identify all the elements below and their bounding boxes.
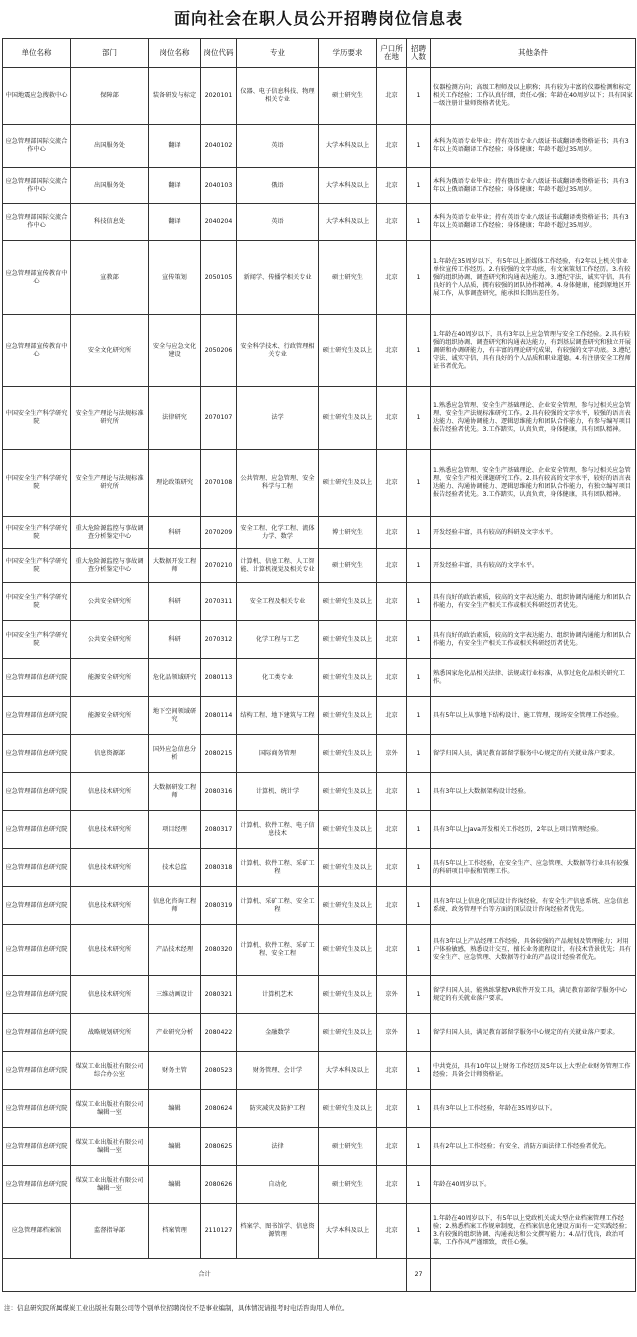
cell-num: 1 [407,583,431,621]
cell-edu: 大学本科及以上 [319,125,377,168]
cell-num: 1 [407,659,431,697]
cell-major: 档案学、图书馆学、信息资源管理 [237,1204,319,1259]
cell-edu: 硕士研究生及以上 [319,976,377,1014]
cell-unit: 应急管理部信息研究院 [3,735,71,773]
cell-edu: 硕士研究生及以上 [319,697,377,735]
cell-hukou: 京外 [377,976,407,1014]
cell-major: 计算机、采矿工程、安全工程 [237,887,319,925]
cell-edu: 硕士研究生及以上 [319,1014,377,1052]
cell-post: 装备研发与标定 [149,68,201,125]
cell-other: 具有3年以上产品经理工作经验，具备较强的产品规划及管理能力；对用户体验敏感，熟悉设计交互，擅长业务流程设计，有技术背景优先；具有安全生产、应急管理、大数据等行业的产品设计经验者优先。 [431,925,636,976]
cell-hukou: 北京 [377,387,407,450]
cell-major: 法学 [237,387,319,450]
cell-dept: 能源安全研究所 [71,659,149,697]
cell-post: 翻译 [149,125,201,168]
cell-unit: 中国安全生产科学研究院 [3,517,71,549]
cell-unit: 应急管理部国际交流合作中心 [3,125,71,168]
cell-post: 理论政策研究 [149,450,201,517]
cell-post: 科研 [149,583,201,621]
cell-unit: 应急管理部宣传教育中心 [3,315,71,387]
cell-edu: 硕士研究生及以上 [319,925,377,976]
header-edu: 学历要求 [319,39,377,68]
header-other: 其他条件 [431,39,636,68]
cell-code: 2040102 [201,125,237,168]
cell-hukou: 北京 [377,621,407,659]
cell-unit: 应急管理部信息研究院 [3,811,71,849]
cell-hukou: 北京 [377,68,407,125]
cell-code: 2070107 [201,387,237,450]
cell-num: 1 [407,517,431,549]
table-row [3,697,636,735]
table-header-row [3,39,636,68]
cell-code: 2080321 [201,976,237,1014]
cell-post: 国外应急信息分析 [149,735,201,773]
cell-num: 1 [407,1052,431,1090]
cell-dept: 安全文化研究所 [71,315,149,387]
table-row [3,1204,636,1259]
cell-unit: 中国安全生产科学研究院 [3,450,71,517]
table-row [3,450,636,517]
table-row [3,925,636,976]
cell-hukou: 北京 [377,168,407,204]
table-row [3,659,636,697]
cell-num: 1 [407,241,431,315]
cell-num: 1 [407,549,431,583]
cell-num: 1 [407,168,431,204]
cell-hukou: 北京 [377,583,407,621]
cell-post: 地下空间领域研究 [149,697,201,735]
cell-major: 法律 [237,1128,319,1166]
cell-other: 本科为俄语专业毕业；持有俄语专业八级证书或翻译类资格证书；具有3年以上俄语翻译工作经验；身体健康；年龄不超过35周岁。 [431,168,636,204]
cell-code: 2080317 [201,811,237,849]
cell-other: 开发经验丰富，具有较高的文字水平。 [431,549,636,583]
cell-dept: 公共安全研究所 [71,583,149,621]
cell-edu: 大学本科及以上 [319,168,377,204]
cell-dept: 重大危险源监控与事故调查分析鉴定中心 [71,517,149,549]
cell-edu: 硕士研究生 [319,549,377,583]
cell-other: 留学归国人员，满足教育部留学服务中心规定的有关就业落户要求。 [431,735,636,773]
cell-other: 具有良好的政治素质，较高的文字表达能力、组织协调沟通能力和团队合作能力，有安全生产相关工作或相关科研经历者优先。 [431,583,636,621]
cell-unit: 应急管理部信息研究院 [3,976,71,1014]
cell-other: 具有3年以上Java开发相关工作经历，2年以上项目管理经验。 [431,811,636,849]
cell-post: 产品技术经理 [149,925,201,976]
cell-code: 2080114 [201,697,237,735]
cell-edu: 博士研究生 [319,517,377,549]
cell-code: 2040103 [201,168,237,204]
cell-major: 防灾减灾及防护工程 [237,1090,319,1128]
cell-num: 1 [407,621,431,659]
cell-post: 项目经理 [149,811,201,849]
cell-dept: 信息技术研究所 [71,925,149,976]
table-row [3,68,636,125]
cell-edu: 硕士研究生及以上 [319,315,377,387]
cell-major: 计算机、软件工程、电子信息技术 [237,811,319,849]
cell-hukou: 北京 [377,517,407,549]
table-row [3,241,636,315]
cell-unit: 应急管理部信息研究院 [3,773,71,811]
cell-other: 年龄在40周岁以下。 [431,1166,636,1204]
cell-hukou: 北京 [377,1166,407,1204]
cell-unit: 应急管理部信息研究院 [3,1014,71,1052]
cell-other: 1.熟悉应急管理、安全生产基础理论、企业安全管理，参与过相关应急管理、安全生产相关课题研究工作。2.具有较高的文字水平，较好的语言表达能力、沟通协调能力、逻辑思维能力和团队合作能力，有独立编写项目报告经验者优先。3.工作踏实，认真负责，身体健康，具有团队精神。 [431,450,636,517]
cell-unit: 应急管理部信息研究院 [3,887,71,925]
table-row [3,168,636,204]
cell-num: 1 [407,204,431,241]
cell-edu: 硕士研究生及以上 [319,387,377,450]
cell-post: 编辑 [149,1090,201,1128]
cell-post: 档案管理 [149,1204,201,1259]
cell-post: 宣传策划 [149,241,201,315]
footnote: 注：信息研究院所属煤炭工业出版社有限公司等个别单位招聘岗位不是事业编制，具体情况请报考时电话咨询用人单位。 [4,1304,349,1312]
job-table [2,38,636,1292]
cell-edu: 硕士研究生及以上 [319,849,377,887]
cell-other: 1.年龄在40周岁以下，有5年以上党政机关或大型企业档案管理工作经验；2.熟悉档案工作规章制度，在档案信息化建设方面有一定实践经验；3.有较强的组织协调、沟通表达和公文撰写能力；4.品行优良，政治可靠，工作作风严谨细致，责任心强。 [431,1204,636,1259]
header-hukou: 户口所在地 [377,39,407,68]
cell-unit: 应急管理部国际交流合作中心 [3,204,71,241]
cell-num: 1 [407,811,431,849]
cell-post: 技术总监 [149,849,201,887]
cell-edu: 大学本科及以上 [319,1204,377,1259]
cell-code: 2080318 [201,849,237,887]
cell-num: 1 [407,450,431,517]
header-post: 岗位名称 [149,39,201,68]
cell-dept: 科技信息处 [71,204,149,241]
cell-edu: 硕士研究生及以上 [319,735,377,773]
cell-num: 1 [407,976,431,1014]
cell-code: 2050206 [201,315,237,387]
cell-other: 本科为英语专业毕业；持有英语专业八级证书或翻译类资格证书；具有3年以上英语翻译工作经验；身体健康；年龄不超过35周岁。 [431,125,636,168]
cell-hukou: 北京 [377,849,407,887]
cell-hukou: 北京 [377,887,407,925]
cell-code: 2080422 [201,1014,237,1052]
cell-hukou: 北京 [377,125,407,168]
table-row [3,735,636,773]
cell-dept: 煤炭工业出版社有限公司综合办公室 [71,1052,149,1090]
cell-edu: 大学本科及以上 [319,1052,377,1090]
cell-dept: 信息技术研究所 [71,976,149,1014]
table-row [3,583,636,621]
cell-dept: 重大危险源监控与事故调查分析鉴定中心 [71,549,149,583]
cell-other: 本科为英语专业毕业；持有英语专业八级证书或翻译类资格证书；具有3年以上英语翻译工作经验；身体健康；年龄不超过35周岁。 [431,204,636,241]
cell-code: 2080625 [201,1128,237,1166]
cell-major: 安全工程及相关专业 [237,583,319,621]
cell-code: 2070210 [201,549,237,583]
cell-num: 1 [407,125,431,168]
table-row [3,517,636,549]
cell-hukou: 北京 [377,1204,407,1259]
cell-code: 2080626 [201,1166,237,1204]
cell-hukou: 北京 [377,1090,407,1128]
table-row [3,811,636,849]
cell-other: 留学归国人员，满足教育部留学服务中心规定的有关就业落户要求。 [431,1014,636,1052]
cell-edu: 硕士研究生 [319,1128,377,1166]
cell-post: 科研 [149,517,201,549]
cell-code: 2070311 [201,583,237,621]
cell-code: 2070209 [201,517,237,549]
cell-other: 1.年龄在35周岁以下，有5年以上新媒体工作经验，有2年以上机关事业单位宣传工作经历。2.有较强的文字功底，有文案策划工作经历。3.有较强的组织协调、调查研究和沟通表达能力。3.遵纪守法、诚实守信，具有良好的个人品质，拥有较强的团队协作精神。4.身体健康，能到原地区开展工作，从事调查研究，能承担长期出差任务。 [431,241,636,315]
table-row [3,315,636,387]
cell-dept: 煤炭工业出版社有限公司编辑一室 [71,1166,149,1204]
header-major: 专业 [237,39,319,68]
cell-code: 2110127 [201,1204,237,1259]
cell-num: 1 [407,1204,431,1259]
cell-post: 法律研究 [149,387,201,450]
cell-dept: 信息技术研究所 [71,773,149,811]
cell-hukou: 北京 [377,659,407,697]
cell-code: 2040204 [201,204,237,241]
cell-post: 大数据开发工程师 [149,549,201,583]
table-row [3,549,636,583]
cell-major: 国际商务管理 [237,735,319,773]
total-blank [431,1259,636,1292]
cell-dept: 安全生产理论与法规标准研究所 [71,387,149,450]
cell-major: 安全工程、化学工程、流体力学、数学 [237,517,319,549]
cell-code: 2080316 [201,773,237,811]
cell-other: 具有2年以上工作经验；有安全、消防方面法律工作经验者优先。 [431,1128,636,1166]
cell-code: 2080215 [201,735,237,773]
cell-edu: 硕士研究生及以上 [319,583,377,621]
cell-major: 公共管理、应急管理、安全科学与工程 [237,450,319,517]
cell-major: 计算机、软件工程、采矿工程 [237,849,319,887]
cell-dept: 安全生产理论与法规标准研究所 [71,450,149,517]
cell-other: 1.熟悉应急管理、安全生产基础理论、企业安全管理，参与过相关应急管理、安全生产法规标准研究工作。2.具有较强的文字水平，较强的语言表达能力、沟通协调能力、逻辑思维能力和团队合作能力，有参与编写项目报告经验者优先。3.工作踏实，认真负责，身体健康，具有团队精神。 [431,387,636,450]
cell-edu: 硕士研究生及以上 [319,773,377,811]
cell-num: 1 [407,1166,431,1204]
cell-edu: 硕士研究生及以上 [319,659,377,697]
cell-hukou: 北京 [377,241,407,315]
header-dept: 部门 [71,39,149,68]
cell-major: 英语 [237,204,319,241]
cell-major: 化学工程与工艺 [237,621,319,659]
cell-major: 计算机、信息工程、人工智能、计算机视觉及相关专业 [237,549,319,583]
cell-major: 自动化 [237,1166,319,1204]
cell-edu: 硕士研究生及以上 [319,621,377,659]
cell-dept: 出国服务处 [71,125,149,168]
cell-major: 计算机、统计学 [237,773,319,811]
cell-num: 1 [407,1128,431,1166]
cell-dept: 宣教部 [71,241,149,315]
cell-major: 结构工程、地下建筑与工程 [237,697,319,735]
cell-num: 1 [407,1014,431,1052]
cell-edu: 硕士研究生 [319,1166,377,1204]
cell-post: 信息化咨询工程师 [149,887,201,925]
cell-num: 1 [407,849,431,887]
table-row [3,1128,636,1166]
cell-major: 计算机艺术 [237,976,319,1014]
cell-other: 具有良好的政治素质，较高的文字表达能力、组织协调沟通能力和团队合作能力，有安全生产相关工作或相关科研经历者优先。 [431,621,636,659]
cell-hukou: 北京 [377,450,407,517]
cell-unit: 应急管理部信息研究院 [3,697,71,735]
cell-dept: 能源安全研究所 [71,697,149,735]
cell-dept: 监督指导部 [71,1204,149,1259]
cell-major: 化工类专业 [237,659,319,697]
cell-hukou: 北京 [377,549,407,583]
total-label: 合计 [3,1259,407,1292]
cell-post: 翻译 [149,204,201,241]
header-code: 岗位代码 [201,39,237,68]
table-row [3,125,636,168]
cell-code: 2020101 [201,68,237,125]
cell-edu: 大学本科及以上 [319,204,377,241]
cell-unit: 应急管理部信息研究院 [3,1090,71,1128]
cell-other: 仪器检测方向；高级工程师及以上职称；具有较为丰富的仪器检测和标定相关工作经验；工作认真仔细，责任心强；年龄在40周岁以下；具有国家一级注册计量师资格者优先。 [431,68,636,125]
cell-post: 科研 [149,621,201,659]
cell-major: 金融数学 [237,1014,319,1052]
cell-hukou: 北京 [377,773,407,811]
cell-num: 1 [407,735,431,773]
total-row [3,1259,636,1292]
cell-dept: 战略规划研究所 [71,1014,149,1052]
cell-unit: 应急管理部宣传教育中心 [3,241,71,315]
cell-edu: 硕士研究生及以上 [319,811,377,849]
cell-num: 1 [407,925,431,976]
cell-unit: 应急管理部国际交流合作中心 [3,168,71,204]
cell-unit: 中国地震应急搜救中心 [3,68,71,125]
cell-unit: 应急管理部信息研究院 [3,1166,71,1204]
cell-code: 2080523 [201,1052,237,1090]
cell-dept: 公共安全研究所 [71,621,149,659]
cell-major: 新闻学、传播学相关专业 [237,241,319,315]
cell-other: 具有5年以上从事地下结构设计、施工管理、现场安全管理工作经验。 [431,697,636,735]
cell-hukou: 京外 [377,1014,407,1052]
cell-hukou: 北京 [377,1128,407,1166]
cell-post: 产业研究分析 [149,1014,201,1052]
cell-dept: 出国服务处 [71,168,149,204]
table-row [3,387,636,450]
cell-dept: 信息技术研究所 [71,811,149,849]
cell-num: 1 [407,68,431,125]
cell-num: 1 [407,697,431,735]
cell-major: 安全科学技术、行政管理相关专业 [237,315,319,387]
cell-code: 2070312 [201,621,237,659]
cell-unit: 中国安全生产科学研究院 [3,583,71,621]
cell-post: 编辑 [149,1128,201,1166]
cell-dept: 信息技术研究所 [71,849,149,887]
cell-post: 财务主管 [149,1052,201,1090]
cell-unit: 应急管理部信息研究院 [3,849,71,887]
cell-hukou: 北京 [377,204,407,241]
cell-major: 俄语 [237,168,319,204]
cell-major: 财务管理、会计学 [237,1052,319,1090]
cell-dept: 保障部 [71,68,149,125]
cell-unit: 应急管理部信息研究院 [3,1052,71,1090]
cell-hukou: 京外 [377,735,407,773]
cell-edu: 硕士研究生 [319,241,377,315]
cell-post: 翻译 [149,168,201,204]
cell-unit: 应急管理部档案馆 [3,1204,71,1259]
table-row [3,1052,636,1090]
cell-unit: 应急管理部信息研究院 [3,1128,71,1166]
cell-unit: 中国安全生产科学研究院 [3,549,71,583]
cell-num: 1 [407,773,431,811]
cell-num: 1 [407,315,431,387]
cell-code: 2080113 [201,659,237,697]
cell-other: 中共党员，具有10年以上财务工作经历及5年以上大型企业财务管理工作经验；具备会计师资格证。 [431,1052,636,1090]
cell-hukou: 北京 [377,1052,407,1090]
cell-edu: 硕士研究生 [319,68,377,125]
cell-major: 仪器、电子信息科技、物理相关专业 [237,68,319,125]
cell-hukou: 北京 [377,315,407,387]
header-unit: 单位名称 [3,39,71,68]
cell-major: 计算机、软件工程、采矿工程、安全工程 [237,925,319,976]
cell-code: 2080319 [201,887,237,925]
header-num: 招聘人数 [407,39,431,68]
cell-edu: 硕士研究生及以上 [319,1090,377,1128]
table-row [3,773,636,811]
table-row [3,849,636,887]
cell-unit: 中国安全生产科学研究院 [3,387,71,450]
table-row [3,204,636,241]
cell-dept: 信息资源部 [71,735,149,773]
table-row [3,1090,636,1128]
cell-edu: 硕士研究生及以上 [319,450,377,517]
cell-other: 熟悉国家危化品相关法律、法规或行业标准，从事过危化品相关研究工作。 [431,659,636,697]
cell-edu: 硕士研究生及以上 [319,887,377,925]
cell-num: 1 [407,387,431,450]
cell-unit: 中国安全生产科学研究院 [3,621,71,659]
table-row [3,621,636,659]
cell-dept: 信息技术研究所 [71,887,149,925]
cell-post: 编辑 [149,1166,201,1204]
cell-other: 具有3年以上工作经验，年龄在35周岁以下。 [431,1090,636,1128]
table-row [3,1166,636,1204]
cell-hukou: 北京 [377,925,407,976]
cell-other: 1.年龄在40周岁以下，具有3年以上应急管理与安全工作经验。2.具有较强的组织协调、调查研究和沟通表达能力，有到基层调查研究和独立开展调研和办调研能力，有丰富的理论研究成果，有较强的文字功底。3.遵纪守法、诚实守信，具有良好的个人品质和职业道德。4.有注册安全工程师证书者优先。 [431,315,636,387]
cell-other: 留学归国人员，能熟练掌握VR软件开发工具，满足教育部留学服务中心规定的有关就业落户要求。 [431,976,636,1014]
cell-major: 英语 [237,125,319,168]
table-row [3,976,636,1014]
cell-other: 具有5年以上工作经验，在安全生产、应急管理、大数据等行业具有较强的科研项目申报和管理工作。 [431,849,636,887]
page-title: 面向社会在职人员公开招聘岗位信息表 [173,9,463,28]
table-row [3,1014,636,1052]
cell-post: 危化品领域研究 [149,659,201,697]
cell-other: 具有3年以上信息化顶层设计咨询经验，有安全生产信息系统、应急信息系统、政务管理平台等方面的顶层设计咨询经验者优先。 [431,887,636,925]
cell-hukou: 北京 [377,697,407,735]
cell-unit: 应急管理部信息研究院 [3,925,71,976]
cell-post: 安全与应急文化建设 [149,315,201,387]
cell-dept: 煤炭工业出版社有限公司编辑一室 [71,1128,149,1166]
cell-hukou: 北京 [377,811,407,849]
cell-code: 2050105 [201,241,237,315]
cell-dept: 煤炭工业出版社有限公司编辑一室 [71,1090,149,1128]
cell-num: 1 [407,1090,431,1128]
total-count: 27 [407,1259,431,1292]
cell-unit: 应急管理部信息研究院 [3,659,71,697]
table-row [3,887,636,925]
cell-other: 开发经验丰富，具有较高的科研及文字水平。 [431,517,636,549]
cell-code: 2070108 [201,450,237,517]
cell-other: 具有3年以上大数据架构设计经验。 [431,773,636,811]
cell-code: 2080624 [201,1090,237,1128]
cell-code: 2080320 [201,925,237,976]
cell-post: 三维动画设计 [149,976,201,1014]
cell-num: 1 [407,887,431,925]
cell-post: 大数据研发工程师 [149,773,201,811]
